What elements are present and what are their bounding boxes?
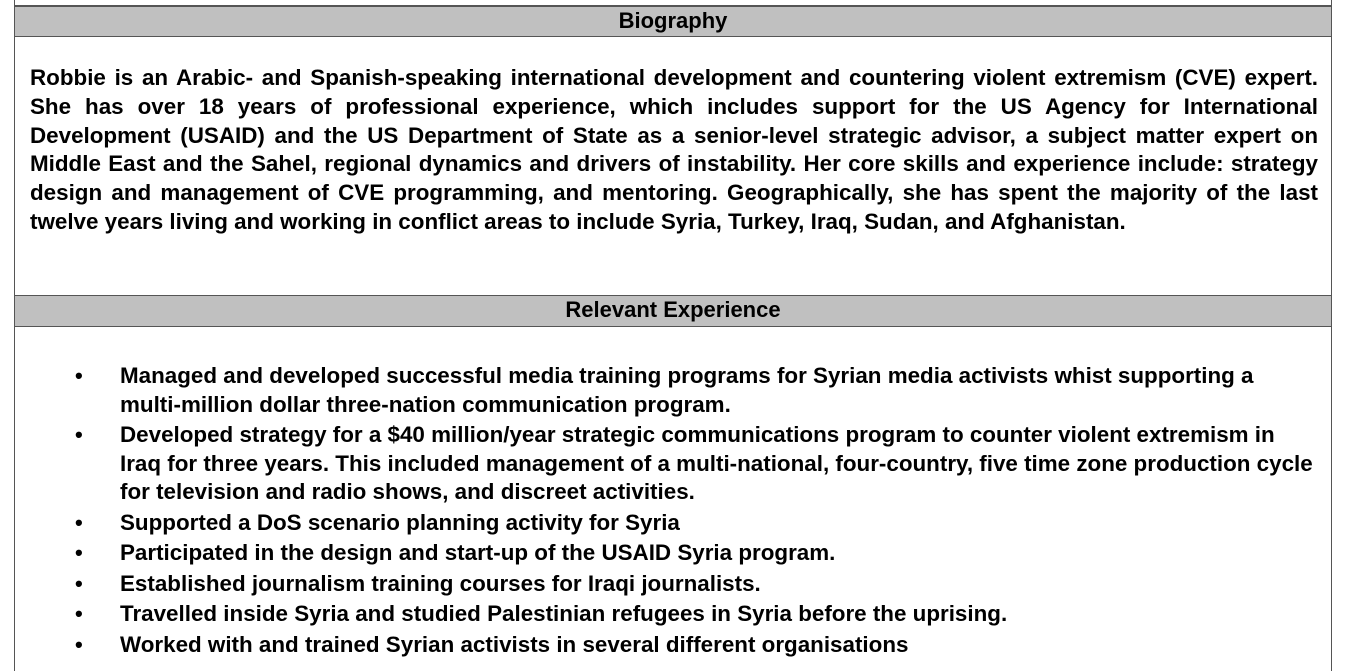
bullet-icon: •: [75, 631, 83, 657]
biography-text: Robbie is an Arabic- and Spanish-speaking international development and countering violent extremism (CVE) expert. She has over 18 years of professional experience, which includes support for the US Agency for International Development (USAID) and the US Department of State as a senior-level strategic advisor, a subject matter expert on Middle East and the Sahel, regional dynamics and drivers of instability. Her core skills and experience include: strategy design and management of CVE programming, and mentoring. Geographically, she has spent the majority of the last twelve years living and working in conflict areas to include Syria, Turkey, Iraq, Sudan, and Afghanistan.: [30, 65, 1318, 234]
list-item-text: Managed and developed successful media training programs for Syrian media activists whist supporting a multi-million dollar three-nation communication program.: [120, 363, 1254, 417]
bullet-icon: •: [75, 540, 83, 565]
list-item: [15, 631, 1315, 660]
list-item: [15, 509, 1315, 538]
list-item: [15, 570, 1315, 599]
list-item-text: Worked with and trained Syrian activists in several different organisations: [120, 631, 909, 657]
list-item-text: Travelled inside Syria and studied Palestinian refugees in Syria before the uprising.: [120, 601, 1008, 626]
bullet-icon: •: [75, 509, 83, 535]
list-item: [15, 539, 1315, 568]
list-item: [15, 600, 1315, 629]
bullet-icon: •: [75, 601, 83, 626]
list-item: [15, 362, 1315, 419]
experience-list: [15, 362, 1315, 661]
biography-heading: [15, 6, 1331, 37]
experience-heading-text: Relevant Experience: [565, 297, 781, 322]
list-item-text: Participated in the design and start-up of the USAID Syria program.: [120, 540, 836, 565]
biography-heading-text: Biography: [618, 8, 728, 33]
list-item-text: Supported a DoS scenario planning activity for Syria: [120, 509, 680, 535]
bullet-icon: •: [75, 570, 83, 596]
resume-table: [14, 0, 1332, 671]
bullet-icon: •: [75, 363, 83, 388]
experience-heading: [15, 295, 1331, 327]
list-item-text: Established journalism training courses for Iraqi journalists.: [120, 570, 761, 596]
list-item: [15, 421, 1315, 507]
list-item-text: Developed strategy for a $40 million/year strategic communications program to counter violent extremism in Iraq for three years. This included management of a multi-national, four-country, five time zone production cycle for television and radio shows, and discreet activities.: [120, 422, 1313, 504]
bullet-icon: •: [75, 422, 83, 447]
